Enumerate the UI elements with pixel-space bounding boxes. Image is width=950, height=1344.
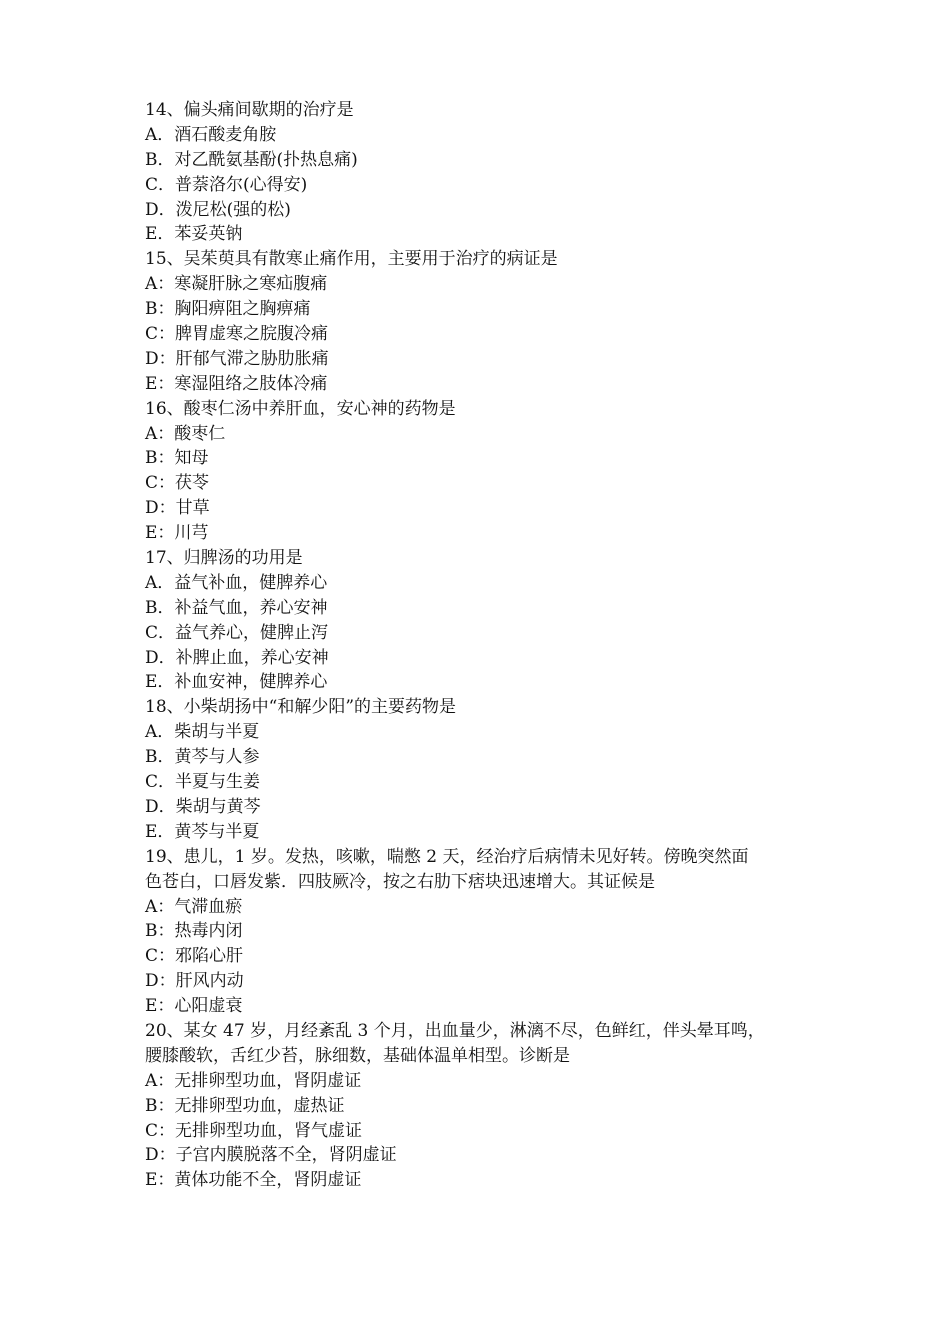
question-stem: 14、偏头痛间歇期的治疗是 [145, 100, 354, 120]
question-14 [145, 98, 820, 247]
question-15 [145, 247, 820, 396]
answer-option-d: D：肝风内动 [145, 971, 244, 992]
question-stem: 15、吴茱萸具有散寒止痛作用，主要用于治疗的病证是 [145, 249, 558, 270]
answer-option-a: A．柴胡与半夏 [145, 722, 260, 743]
answer-option-a: A：寒凝肝脉之寒疝腹痛 [145, 274, 328, 295]
question-18 [145, 695, 820, 844]
answer-option-e: E．黄芩与半夏 [145, 821, 260, 842]
answer-option-b: B：知母 [145, 448, 209, 469]
answer-option-e: E：黄体功能不全，肾阴虚证 [145, 1170, 362, 1191]
answer-option-a: A：气滞血瘀 [145, 896, 243, 917]
answer-option-e: E．苯妥英钠 [145, 224, 243, 245]
answer-option-e: E：川芎 [145, 523, 209, 544]
question-16 [145, 397, 820, 546]
answer-option-e: E：心阳虚衰 [145, 996, 243, 1017]
answer-option-e: E：寒湿阻络之肢体冷痛 [145, 373, 328, 394]
question-stem-line-1: 19、患儿，1 岁。发热，咳嗽，喘憋 2 天，经治疗后病情未见好转。傍晚突然面 [145, 846, 749, 867]
answer-option-b: B：热毒内闭 [145, 921, 243, 942]
answer-option-b: B．补益气血，养心安神 [145, 597, 328, 618]
question-stem: 17、归脾汤的功用是 [145, 548, 303, 569]
answer-option-c: C：脾胃虚寒之脘腹冷痛 [145, 324, 329, 345]
question-19 [145, 845, 820, 1019]
question-17 [145, 546, 820, 695]
question-stem-line-2: 色苍白，口唇发紫．四肢厥冷，按之右肋下痞块迅速增大。其证候是 [145, 871, 655, 892]
answer-option-b: B．黄芩与人参 [145, 747, 260, 768]
answer-option-d: D：甘草 [145, 498, 210, 519]
answer-option-a: A：无排卵型功血，肾阴虚证 [145, 1070, 362, 1091]
answer-option-a: A．益气补血，健脾养心 [145, 572, 328, 593]
answer-option-c: C．半夏与生姜 [145, 772, 261, 793]
answer-option-c: C．益气养心，健脾止泻 [145, 622, 329, 643]
answer-option-d: D．补脾止血，养心安神 [145, 647, 329, 668]
answer-option-b: B：胸阳痹阻之胸痹痛 [145, 299, 311, 320]
answer-option-c: C：茯苓 [145, 473, 210, 494]
answer-option-d: D：子宫内膜脱落不全，肾阴虚证 [145, 1145, 397, 1166]
answer-option-c: C：邪陷心肝 [145, 946, 244, 967]
question-20 [145, 1019, 820, 1193]
answer-option-d: D：肝郁气滞之胁肋胀痛 [145, 348, 329, 369]
answer-option-a: A．酒石酸麦角胺 [145, 124, 277, 145]
answer-option-b: B．对乙酰氨基酚(扑热息痛) [145, 149, 358, 170]
page-content [145, 98, 820, 1193]
answer-option-b: B：无排卵型功血，虚热证 [145, 1095, 345, 1116]
question-stem: 16、酸枣仁汤中养肝血，安心神的药物是 [145, 398, 456, 419]
question-stem: 18、小柴胡扬中“和解少阳”的主要药物是 [145, 697, 457, 718]
answer-option-c: C．普萘洛尔(心得安) [145, 174, 308, 195]
answer-option-d: D．泼尼松(强的松) [145, 199, 291, 220]
answer-option-c: C：无排卵型功血，肾气虚证 [145, 1120, 363, 1141]
answer-option-d: D．柴胡与黄芩 [145, 796, 261, 817]
answer-option-a: A：酸枣仁 [145, 423, 226, 444]
answer-option-e: E．补血安神，健脾养心 [145, 672, 328, 693]
question-stem-line-2: 腰膝酸软，舌红少苔，脉细数，基础体温单相型。诊断是 [145, 1045, 570, 1066]
question-stem-line-1: 20、某女 47 岁，月经紊乱 3 个月，出血量少，淋漓不尽，色鲜红，伴头晕耳鸣， [145, 1020, 765, 1041]
